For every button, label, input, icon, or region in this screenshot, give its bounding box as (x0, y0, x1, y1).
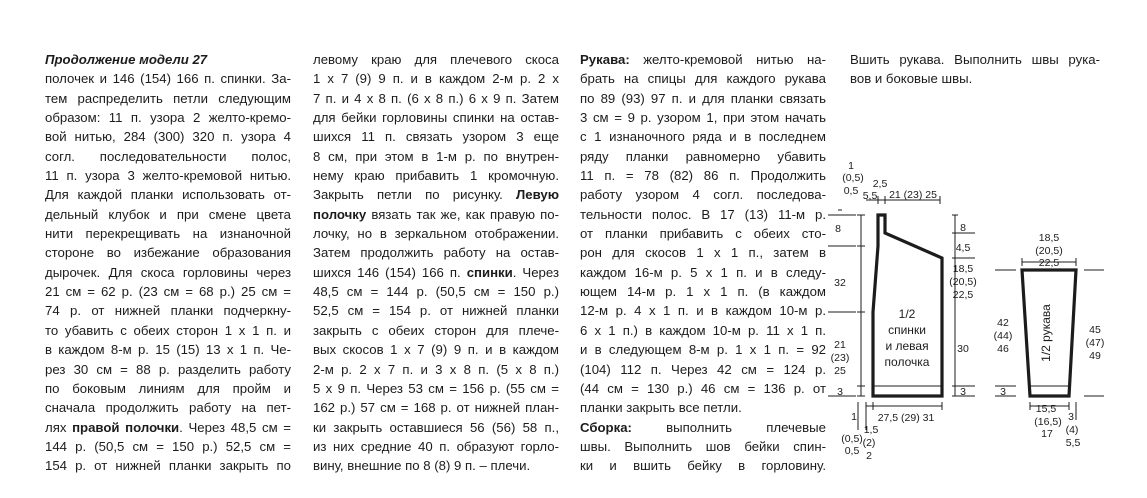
text-fragment: вязать так же, как правую по- (366, 206, 559, 222)
dim-label: 8 (835, 223, 841, 235)
dim-label: 45 (1089, 324, 1101, 336)
dim-label: (20,5) (949, 276, 977, 288)
text-line: полочек и 146 (154) 166 п. спинки. За- (45, 71, 291, 87)
dim-label: 2,5 (872, 178, 888, 190)
bold-term: Рукава: (580, 52, 630, 67)
text-line: 8 см, при этом в 1-м р. по внутрен- (313, 148, 559, 164)
dim-label: 22,5 (952, 289, 974, 301)
text-line: дырочек. Для скоса горловины через (45, 264, 291, 280)
text-fragment: шихся 146 (154) 166 п. (313, 264, 467, 280)
text-line: ки закрыть оставшиеся 56 (56) 58 п., (313, 419, 559, 435)
dim-label: 30 (957, 343, 969, 355)
text-line: Затем продолжить работу на остав- (313, 245, 559, 261)
text-line: 11 п. = 78 (82) 86 п. Продолжить (580, 168, 826, 184)
text-line: ющем 14-м р. 1 х 1 п. (в каждом (580, 284, 826, 300)
dim-label: 4,5 (955, 242, 971, 254)
dim-label: 18,5 (1038, 232, 1060, 244)
dim-label: 21 (834, 339, 846, 351)
text-line: 162 р.) 57 см = 168 р. от нижней план- (313, 400, 559, 416)
dim-label: 17 (1041, 428, 1053, 440)
dim-label: 15,5 (1035, 403, 1057, 415)
text-line: для бейки горловины спинки на остав- (313, 110, 559, 126)
text-line: лочку, но в зеркальном отображении. (313, 226, 559, 242)
text-line: 154 р. от нижней планки закрыть по (45, 458, 291, 474)
body-label: и левая (885, 339, 929, 353)
dim-label: 3 (1000, 386, 1006, 398)
text-line: тельности полос. В 17 (13) 11-м р. (580, 206, 826, 222)
text-line: 11 п. узора 3 желто-кремовой нитью. (45, 168, 291, 184)
text-line: по боковым линиям для пройм и (45, 380, 291, 396)
bold-term: Левую (516, 187, 559, 203)
dim-label: 27,5 (29) 31 (877, 412, 935, 424)
text-line: 7 п. и 4 х 8 п. (6 х 8 п.) 6 х 9 п. Затем (313, 90, 559, 106)
dim-label: 3 (960, 386, 966, 398)
dim-label: (47) (1085, 337, 1105, 349)
dim-label: (44) (993, 330, 1013, 342)
dim-label: 8 (960, 222, 966, 234)
text-line: каждом 16-м р. 5 х 1 п. и в следу- (580, 264, 826, 280)
dim-label: 1 (848, 160, 854, 172)
dim-label: 0,5 (844, 445, 860, 457)
text-line: 5 х 9 п. Через 53 см = 156 р. (55 см = (313, 380, 559, 396)
text-line: вину, внешние по 8 (8) 9 п. – плечи. (313, 458, 531, 474)
text-line: 2-м р. 2 х 7 п. и 3 х 8 п. (5 х 8 п.) (313, 361, 559, 377)
text-line: 3 см = 9 р. узором 1, при этом начать (580, 110, 826, 126)
dim-label: 25 (834, 365, 846, 377)
text-fragment: . Через (512, 264, 559, 280)
text-line: ки и вшить бейку в горловину. (580, 458, 826, 474)
text-line: стороне во избежание образования (45, 245, 291, 261)
text-line: ряду планки равномерно убавить (580, 148, 826, 164)
text-line: 74 р. от нижней планки подчеркну- (45, 303, 291, 319)
dim-label: (0,5) (842, 172, 864, 184)
dim-label: 5,5 (862, 190, 878, 202)
bold-term: Сборка: (580, 419, 632, 435)
text-line: дельный клубок и при смене цвета (45, 206, 291, 222)
text-line: Вшить рукава. Выполнить швы рука- (850, 52, 1100, 67)
text-fragment: . Через 48,5 см = (179, 419, 291, 435)
dim-label: (2) (862, 437, 876, 449)
text-line: работу узором 4 согл. последова- (580, 187, 826, 203)
text-line: в каждом 8-м р. 15 (15) 13 х 1 п. Че- (45, 342, 291, 358)
dim-label: (4) (1065, 424, 1079, 436)
text-fragment: лях (45, 419, 73, 435)
text-line: образом: 11 п. узора 2 желто-кремо- (45, 110, 291, 126)
body-label: полочка (884, 355, 930, 369)
body-label: 1/2 (898, 307, 916, 321)
bold-term: полочку (313, 206, 367, 222)
text-line: планки закрыть все петли. (580, 400, 742, 416)
dim-label: 3 (837, 386, 843, 398)
text-line: 48,5 см = 144 р. (50,5 см = 150 р.) (313, 284, 559, 300)
section-title: Продолжение модели 27 (45, 52, 208, 67)
sleeve-label: 1/2 рукава (1039, 304, 1053, 362)
neckline-line (873, 246, 878, 312)
text-line: вых скосов 1 х 7 (9) 9 п. и в каждом (313, 342, 559, 358)
dim-label: (0,5) (841, 433, 863, 445)
text-line: вов и боковые швы. (850, 71, 973, 87)
text-line: 12-м р. 4 х 1 п. и в каждом 10-м р. (580, 303, 826, 319)
dim-label: 49 (1089, 350, 1101, 362)
dim-label: 3 (1068, 411, 1074, 423)
text-line: (44 см = 130 р.) 46 см = 136 р. от (580, 380, 826, 396)
dim-label: 42 (997, 317, 1009, 329)
text-line: брать на спицы для каждого рукава (580, 71, 826, 87)
text-line: 1 х 7 (9) 9 п. и в каждом 2-м р. 2 х (313, 71, 559, 87)
dim-label: (20,5) (1035, 245, 1063, 257)
dim-label: 1,5 (863, 424, 879, 436)
body-label: спинки (888, 323, 926, 337)
text-line: швы. Выполнить шов бейки спин- (580, 438, 826, 454)
text-line: 144 р. (50,5 см = 150 р.) 52,5 см = (45, 438, 291, 454)
text-line: 52,5 см = 154 р. от нижней планки (313, 303, 559, 319)
text-line: рез 30 см = 88 р. разделить работу (45, 361, 291, 377)
dim-label: (23) (830, 352, 850, 364)
dim-label: 18,5 (952, 263, 974, 275)
text-line: с 1 изнаночного ряда и в последнем (580, 129, 826, 145)
text-line: согл. последовательности полос, (45, 148, 291, 164)
text-fragment: желто-кремовой нитью на- (629, 52, 826, 67)
dim-label: 21 (23) 25 (889, 189, 937, 201)
dim-label: 46 (997, 343, 1009, 355)
dim-label: 0,5 (843, 185, 859, 197)
dim-label: 1 (851, 411, 857, 423)
text-line: и в следующем 8-м р. 1 х 1 п. = 92 (580, 342, 826, 358)
text-fragment: Закрыть петли по рисунку. (313, 187, 517, 203)
text-line: 6 х 1 п.) в каждом 10-м р. 11 х 1 п. (580, 322, 826, 338)
bold-term: спинки (466, 264, 513, 280)
dim-label: (16,5) (1034, 416, 1062, 428)
text-line: от планки прибавить с обеих сто- (580, 226, 826, 242)
bold-term: правой полочки (72, 419, 180, 435)
text-line: шихся 11 п. связать узором 3 еще (313, 129, 559, 145)
text-line: из них средние 40 п. образуют горло- (313, 438, 559, 454)
text-line: (104) 112 п. Через 42 см = 124 р. (580, 361, 826, 377)
text-line: закрыть с обеих сторон для плече- (313, 322, 559, 338)
text-line: сначала продолжить работу на пет- (45, 400, 291, 416)
text-line: нити перекрещивать на изнаночной (45, 226, 291, 242)
text-line: рон для скосов 1 х 1 п., затем в (580, 245, 826, 261)
dim-label: 32 (834, 277, 846, 289)
text-line: левому краю для плечевого скоса (313, 52, 559, 67)
text-line: Для каждой планки использовать от- (45, 187, 291, 203)
text-line: вой нитью, 284 (300) 320 п. узора 4 (45, 129, 291, 145)
text-fragment: выполнить плечевые (631, 419, 826, 435)
dim-label: 22,5 (1038, 257, 1060, 269)
text-line: по 89 (93) 97 п. и для планки связать (580, 90, 826, 106)
text-line: 21 см = 62 р. (23 см = 68 р.) 25 см = (45, 284, 291, 300)
dim-label: 5,5 (1065, 437, 1081, 449)
text-line: тем распределить петли следующим (45, 90, 291, 106)
text-line: нему краю прибавить 1 кромочную. (313, 168, 559, 184)
text-line: то убавить с обеих сторон 1 х 1 п. и (45, 322, 291, 338)
dim-label: 2 (866, 450, 872, 462)
